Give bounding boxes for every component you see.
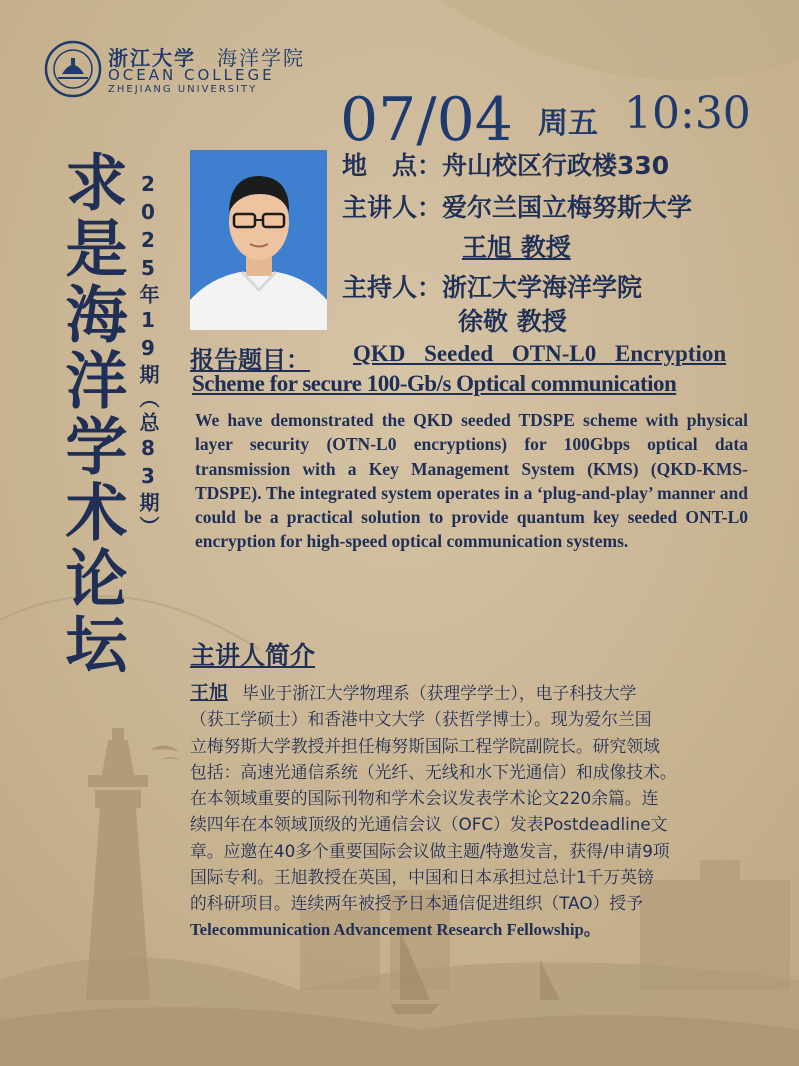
talk-title-line1: QKD Seeded OTN-L0 Encryption (353, 341, 727, 366)
logo-college-en: OCEAN COLLEGE (108, 66, 275, 84)
bio-line (190, 680, 772, 706)
host-name: 徐敬 教授 (458, 307, 567, 336)
location-row (342, 146, 669, 182)
bio-line: 包括：高速光通信系统（光纤、无线和水下光通信）和成像技术。 (190, 761, 677, 782)
location-label: 地 点： (342, 151, 443, 180)
bio-line: 续四年在本领域顶级的光通信会议（OFC）发表Postdeadline文 (190, 814, 668, 835)
bio-line: 的科研项目。连续两年被授予日本通信促进组织（TAO）授予 (190, 893, 643, 914)
speaker-name: 王旭 教授 (462, 233, 571, 262)
bio-text (190, 680, 772, 943)
talk-title-line2: Scheme for secure 100-Gb/s Optical communication (192, 371, 677, 396)
forum-issue: 2025年19期（总83期） (136, 172, 160, 540)
host-affiliation: 浙江大学海洋学院 (442, 273, 643, 302)
bio-line: 章。应邀在40多个重要国际会议做主题/特邀发言，获得/申请9项 (190, 840, 670, 861)
bio-line: 立梅努斯大学教授并担任梅努斯国际工程学院副院长。研究领域 (190, 735, 660, 756)
university-seal-icon (44, 40, 102, 98)
talk-title-label: 报告题目： (190, 346, 310, 374)
host-label: 主持人： (342, 273, 443, 302)
forum-title: 求是海洋学术论坛 (55, 150, 128, 678)
location-value: 舟山校区行政楼330 (442, 151, 670, 180)
bio-line: 在本领域重要的国际刊物和学术会议发表学术论文220余篇。连 (190, 788, 659, 809)
logo-university-cn: 浙江大学 (108, 46, 196, 70)
host-row (342, 268, 642, 304)
speaker-portrait-icon (190, 150, 327, 330)
speaker-affiliation: 爱尔兰国立梅努斯大学 (442, 193, 693, 222)
bio-heading: 主讲人简介 (190, 641, 316, 670)
speaker-label: 主讲人： (342, 193, 443, 222)
event-time: 10:30 (624, 88, 751, 139)
bio-name: 王旭 (190, 682, 229, 704)
logo-university-en: ZHEJIANG UNIVERSITY (108, 84, 258, 95)
bio-line: （获工学硕士）和香港中文大学（获哲学博士）。现为爱尔兰国 (190, 709, 652, 730)
logo-college-cn: 海洋学院 (216, 46, 305, 70)
event-weekday: 周五 (538, 106, 598, 141)
event-date: 07/04 (340, 85, 513, 155)
speaker-photo (190, 150, 327, 330)
bio-line-text: 毕业于浙江大学物理系（获理学学士），电子科技大学 (242, 683, 637, 703)
talk-abstract: We have demonstrated the QKD seeded TDSPE scheme with physical layer security (OTN-L0 encryptions) for 100Gbps optical data transmission with a Key Management System (KMS) (QKD-KMS-TDSPE). The integrated system operates in a ‘plug-and-play’ manner and could be a practical solution to provide quantum key seeded ONT-L0 encryption for high-speed optical communication systems. (195, 410, 748, 552)
speaker-row (342, 188, 692, 224)
bio-line: Telecommunication Advancement Research Fellowship。 (190, 919, 601, 939)
bio-line: 国际专利。王旭教授在英国，中国和日本承担过总计1千万英镑 (190, 867, 654, 888)
